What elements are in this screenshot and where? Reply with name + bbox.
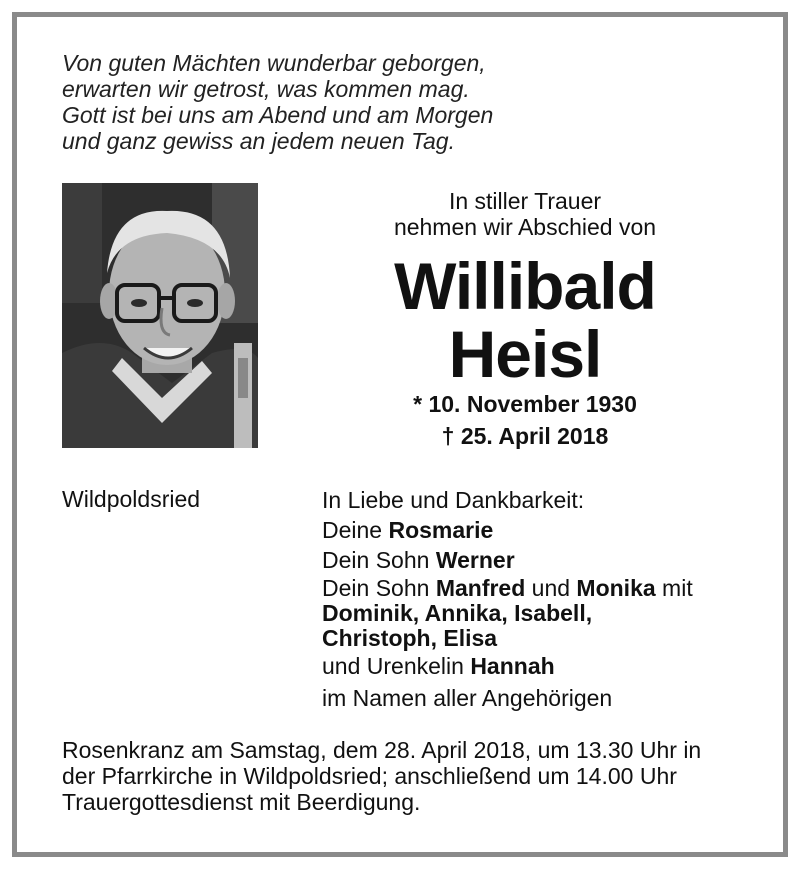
mourner-line (322, 515, 752, 545)
grandchildren-line (322, 626, 752, 651)
intro-line: nehmen wir Abschied von (393, 214, 657, 240)
portrait-photo (62, 183, 258, 448)
poem-line: Gott ist bei uns am Abend und am Morgen (62, 102, 494, 128)
mourner-name: Werner (435, 547, 515, 573)
service-info (62, 737, 752, 815)
mourner-prefix: Dein Sohn (322, 547, 436, 573)
mourner-name: Monika (576, 575, 656, 601)
mourner-suffix: mit (655, 575, 693, 601)
mourner-prefix: Deine (322, 517, 389, 543)
mourner-prefix: und Urenkelin (322, 653, 471, 679)
mourner-name: Manfred (435, 575, 526, 601)
poem-line: erwarten wir getrost, was kommen mag. (62, 76, 470, 102)
birth-date: * 10. November 1930 (413, 391, 637, 417)
mourners-closing: im Namen aller Angehörigen (322, 685, 613, 711)
service-line: Trauergottesdienst mit Beerdigung. (62, 789, 421, 815)
mourner-prefix: Dein Sohn (322, 575, 436, 601)
mourner-name: Rosmarie (388, 517, 494, 543)
death-date: † 25. April 2018 (441, 423, 609, 449)
grandchildren-names: Christoph, Elisa (322, 625, 498, 651)
place-name: Wildpoldsried (62, 486, 201, 512)
deceased-name (360, 249, 690, 391)
mourner-name: Hannah (470, 653, 555, 679)
mourners-list (322, 485, 752, 713)
grandchildren-names: Dominik, Annika, Isabell, (322, 600, 593, 626)
mourners-heading: In Liebe und Dankbarkeit: (322, 487, 585, 513)
poem-line: Von guten Mächten wunderbar geborgen, (62, 50, 486, 76)
last-name: Heisl (448, 317, 602, 391)
grandchildren-line (322, 601, 752, 626)
intro-line: In stiller Trauer (448, 188, 602, 214)
intro-text (360, 188, 690, 240)
mourner-line (322, 575, 752, 601)
mourner-line (322, 545, 752, 575)
poem (62, 50, 493, 154)
service-line: Rosenkranz am Samstag, dem 28. April 2018, um 13.30 Uhr in (62, 737, 702, 763)
mourner-line (322, 651, 752, 681)
service-line: der Pfarrkirche in Wildpoldsried; anschließend um 14.00 Uhr (62, 763, 677, 789)
life-dates (360, 388, 690, 452)
first-name: Willibald (394, 249, 656, 323)
mourner-connector: und (525, 575, 577, 601)
poem-line: und ganz gewiss an jedem neuen Tag. (62, 128, 455, 154)
